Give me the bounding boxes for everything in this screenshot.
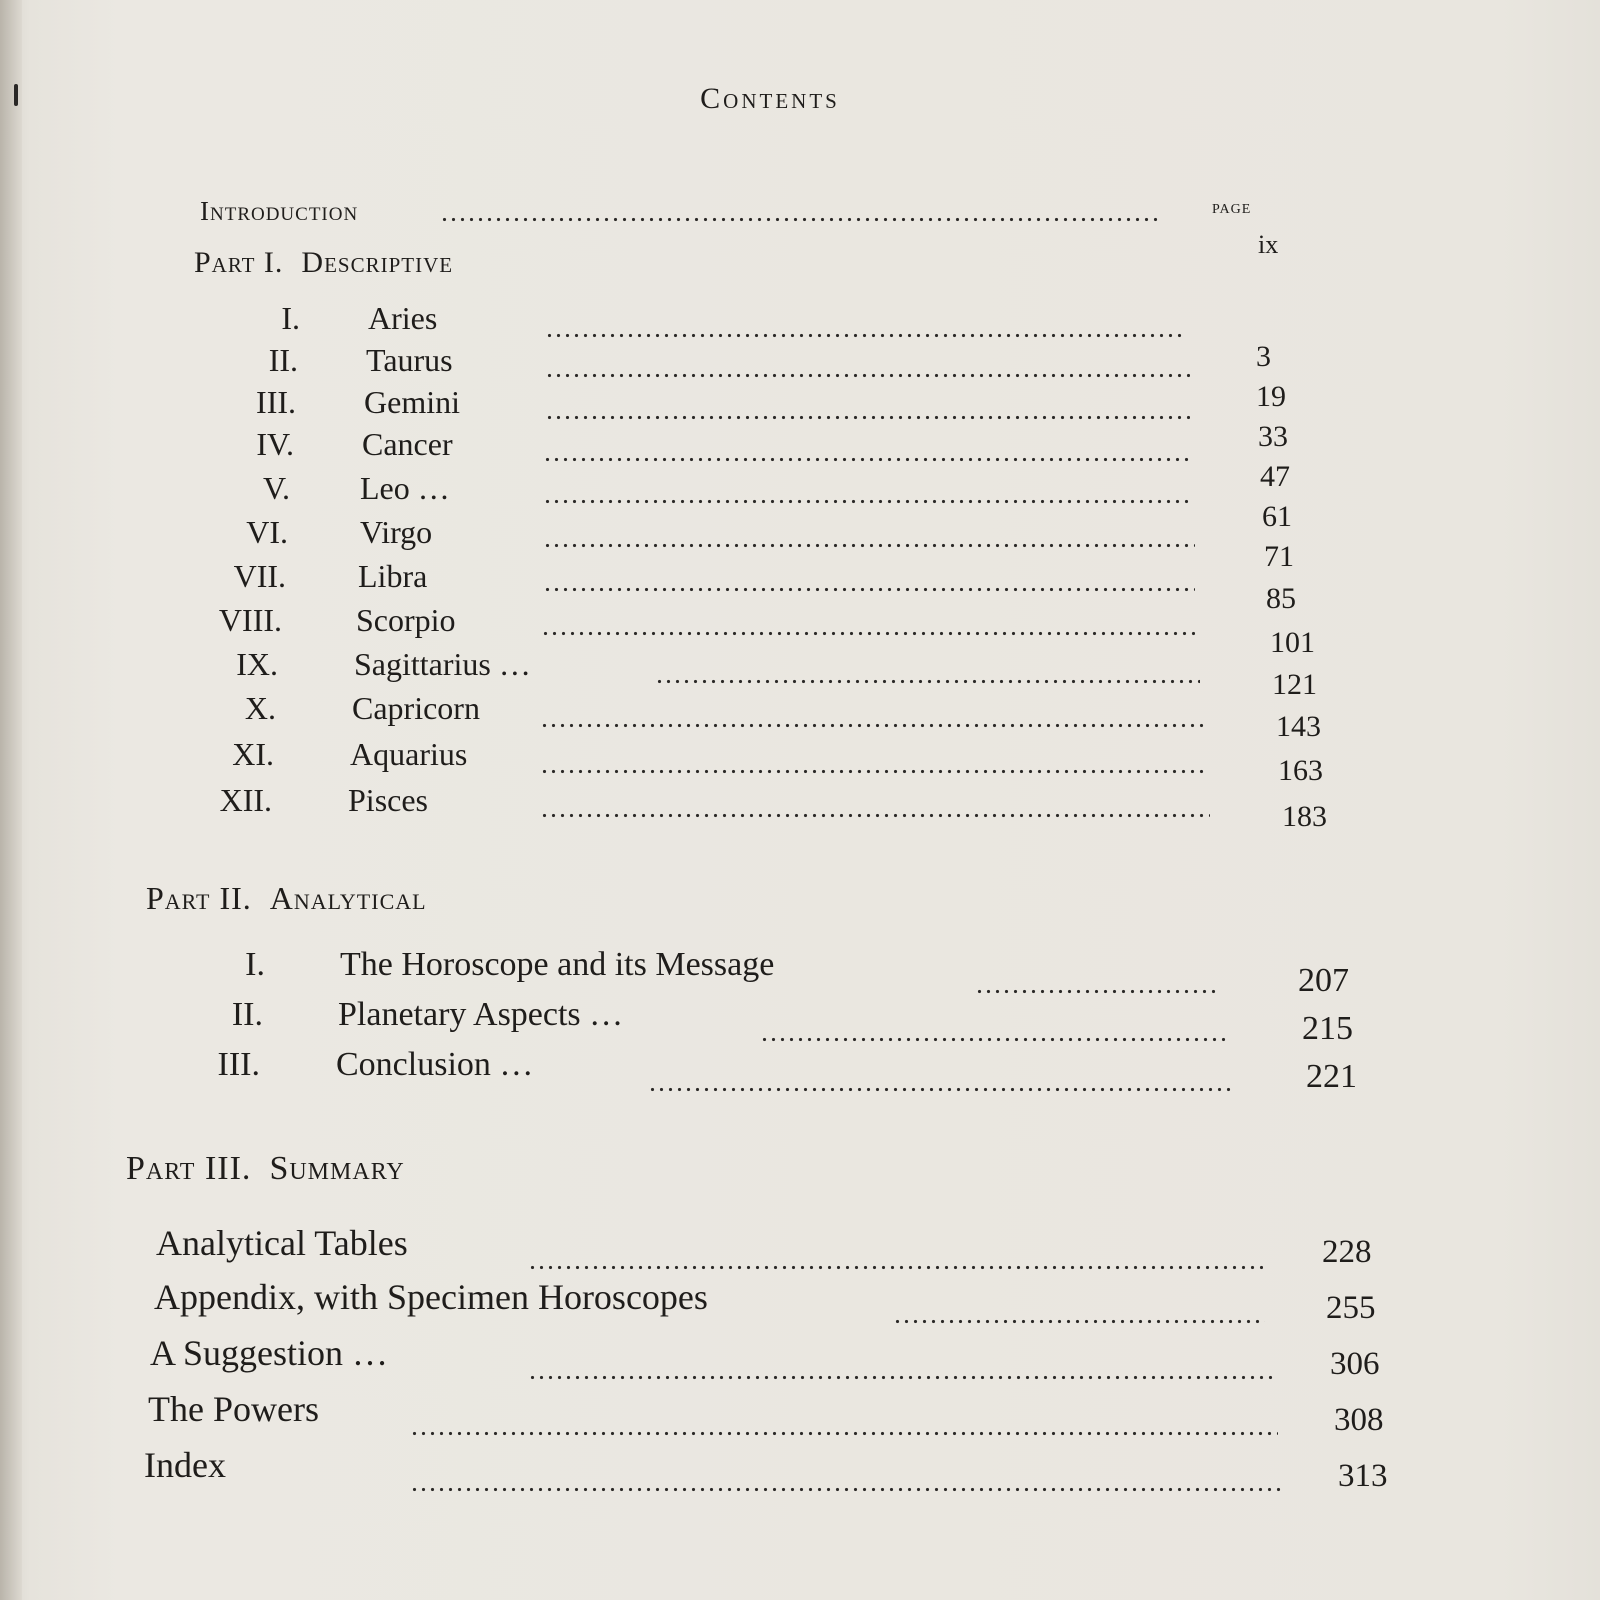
page-number: 228 <box>1322 1234 1372 1270</box>
page-number: 101 <box>1270 626 1315 659</box>
chapter-number: V. <box>263 470 290 506</box>
part1-label: Part I. <box>194 246 284 279</box>
chapter-number: II. <box>268 342 298 378</box>
chapter-title: Planetary Aspects … <box>338 996 624 1033</box>
entry-title: Analytical Tables <box>156 1223 408 1263</box>
part1-name: Descriptive <box>301 246 454 279</box>
page-number: 215 <box>1302 1010 1353 1047</box>
page-number: 33 <box>1258 420 1288 453</box>
entry-title: Index <box>144 1445 226 1485</box>
part2-name: Analytical <box>269 880 427 916</box>
introduction-page-number: ix <box>1258 230 1279 259</box>
chapter-number: X. <box>244 690 276 726</box>
leader-dots <box>648 1084 1233 1094</box>
page-number: 71 <box>1264 540 1294 573</box>
chapter-title: The Horoscope and its Message <box>340 946 775 983</box>
leader-dots <box>543 584 1195 594</box>
page-number: 221 <box>1306 1058 1357 1095</box>
leader-dots <box>410 1484 1282 1494</box>
chapter-number: IV. <box>256 426 294 462</box>
page-number: 308 <box>1334 1402 1384 1438</box>
page-number: 313 <box>1338 1458 1388 1494</box>
part2-heading <box>146 880 427 917</box>
leader-dots <box>760 1034 1230 1044</box>
chapter-title: Conclusion … <box>336 1046 534 1083</box>
chapter-title: Aquarius <box>350 736 468 772</box>
chapter-number: VIII. <box>218 602 282 638</box>
leader-dots <box>540 720 1205 730</box>
entry-title: The Powers <box>148 1389 319 1429</box>
introduction-label: Introduction <box>200 196 359 226</box>
leader-dots <box>540 810 1210 820</box>
page-number: 255 <box>1326 1290 1376 1326</box>
chapter-number: IX. <box>236 646 278 682</box>
page-title: Contents <box>700 82 840 115</box>
part1-heading <box>194 246 453 280</box>
leader-dots <box>540 766 1205 776</box>
chapter-title: Sagittarius … <box>354 646 531 682</box>
page-number: 163 <box>1278 754 1323 787</box>
part3-heading <box>126 1150 405 1188</box>
chapter-title: Libra <box>358 558 428 594</box>
leader-dots <box>893 1316 1265 1326</box>
page-number: 306 <box>1330 1346 1380 1382</box>
page-number: 3 <box>1256 340 1271 373</box>
entry-title: A Suggestion … <box>150 1333 389 1373</box>
entry-title: Appendix, with Specimen Horoscopes <box>154 1277 708 1317</box>
leader-dots <box>545 330 1185 340</box>
leader-dots <box>541 628 1195 638</box>
chapter-title: Cancer <box>362 426 453 462</box>
chapter-number: VI. <box>246 514 288 550</box>
page-number: 47 <box>1260 460 1290 493</box>
leader-dots <box>543 454 1193 464</box>
chapter-number: III. <box>217 1046 260 1083</box>
page-number: 19 <box>1256 380 1286 413</box>
page-number: 207 <box>1298 962 1349 999</box>
part3-name: Summary <box>269 1150 405 1187</box>
chapter-title: Leo … <box>360 470 450 506</box>
leader-dots <box>975 986 1220 996</box>
chapter-number: XI. <box>232 736 274 772</box>
leader-dots <box>543 496 1193 506</box>
leader-dots <box>528 1262 1263 1272</box>
chapter-title: Scorpio <box>356 602 456 638</box>
page-number: 143 <box>1276 710 1321 743</box>
leader-dots <box>655 676 1200 686</box>
part3-label: Part III. <box>126 1150 252 1187</box>
leader-dots <box>545 370 1190 380</box>
chapter-number: III. <box>256 384 296 420</box>
page-number: 121 <box>1272 668 1317 701</box>
chapter-title: Taurus <box>366 342 453 378</box>
page-number: 183 <box>1282 800 1327 833</box>
chapter-title: Aries <box>368 300 438 336</box>
chapter-title: Gemini <box>364 384 460 420</box>
page-column-header: page <box>1212 196 1252 218</box>
introduction-leader-dots <box>440 214 1160 224</box>
chapter-title: Virgo <box>360 514 433 550</box>
chapter-number: I. <box>281 300 300 336</box>
chapter-title: Capricorn <box>352 690 480 726</box>
page-number: 85 <box>1266 582 1296 615</box>
chapter-number: I. <box>245 946 265 983</box>
chapter-title: Pisces <box>348 782 428 818</box>
part2-label: Part II. <box>146 880 252 916</box>
leader-dots <box>545 412 1190 422</box>
page-edge <box>0 0 22 1600</box>
page-number: 61 <box>1262 500 1292 533</box>
chapter-number: XII. <box>219 782 272 818</box>
leader-dots <box>410 1428 1278 1438</box>
chapter-number: VII. <box>233 558 286 594</box>
leader-dots <box>528 1372 1273 1382</box>
leader-dots <box>543 540 1195 550</box>
chapter-number: II. <box>231 996 263 1033</box>
